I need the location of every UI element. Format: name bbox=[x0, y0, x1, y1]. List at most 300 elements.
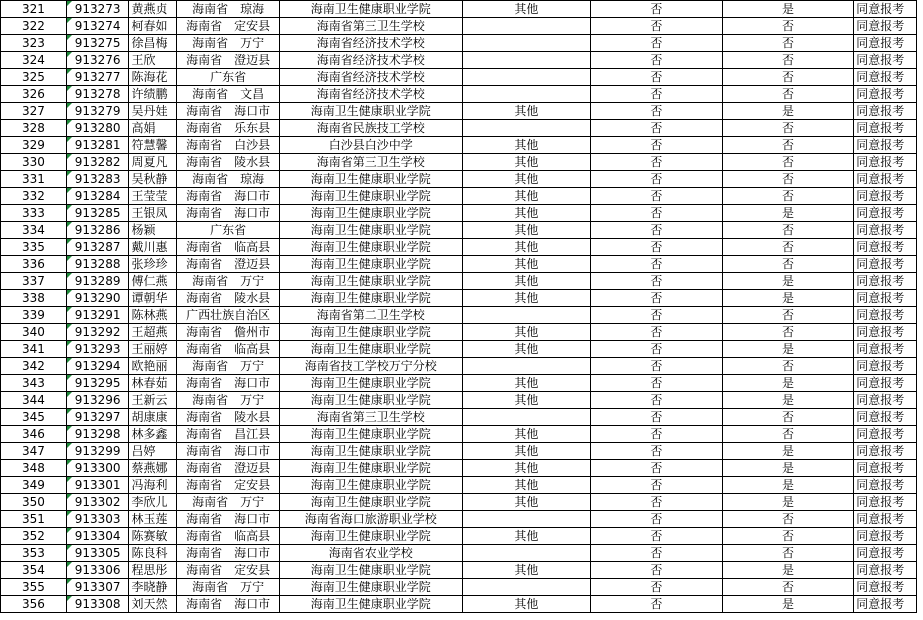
flag-b-cell[interactable]: 否 bbox=[722, 137, 854, 154]
exam-id-cell[interactable]: 913303 bbox=[66, 511, 129, 528]
school-cell[interactable]: 海南卫生健康职业学院 bbox=[279, 1, 462, 18]
row-number-cell[interactable]: 338 bbox=[1, 290, 67, 307]
exam-id-cell[interactable]: 913304 bbox=[66, 528, 129, 545]
region-cell[interactable]: 海南省 澄迈县 bbox=[177, 52, 279, 69]
flag-b-cell[interactable]: 否 bbox=[722, 358, 854, 375]
name-cell[interactable]: 傅仁燕 bbox=[129, 273, 177, 290]
name-cell[interactable]: 张珍珍 bbox=[129, 256, 177, 273]
category-cell[interactable] bbox=[462, 307, 590, 324]
name-cell[interactable]: 陈良科 bbox=[129, 545, 177, 562]
exam-id-cell[interactable]: 913281 bbox=[66, 137, 129, 154]
school-cell[interactable]: 海南卫生健康职业学院 bbox=[279, 494, 462, 511]
region-cell[interactable]: 海南省 万宁 bbox=[177, 35, 279, 52]
row-number-cell[interactable]: 343 bbox=[1, 375, 67, 392]
status-cell[interactable]: 同意报考 bbox=[854, 171, 917, 188]
school-cell[interactable]: 海南省第二卫生学校 bbox=[279, 307, 462, 324]
region-cell[interactable]: 海南省 琼海 bbox=[177, 171, 279, 188]
school-cell[interactable]: 海南卫生健康职业学院 bbox=[279, 290, 462, 307]
status-cell[interactable]: 同意报考 bbox=[854, 103, 917, 120]
name-cell[interactable]: 吕婷 bbox=[129, 443, 177, 460]
flag-a-cell[interactable]: 否 bbox=[591, 35, 723, 52]
flag-a-cell[interactable]: 否 bbox=[591, 477, 723, 494]
name-cell[interactable]: 黄燕贞 bbox=[129, 1, 177, 18]
exam-id-cell[interactable]: 913284 bbox=[66, 188, 129, 205]
name-cell[interactable]: 王欣 bbox=[129, 52, 177, 69]
name-cell[interactable]: 蔡燕娜 bbox=[129, 460, 177, 477]
exam-id-cell[interactable]: 913291 bbox=[66, 307, 129, 324]
exam-id-cell[interactable]: 913299 bbox=[66, 443, 129, 460]
region-cell[interactable]: 海南省 临高县 bbox=[177, 528, 279, 545]
region-cell[interactable]: 海南省 定安县 bbox=[177, 18, 279, 35]
flag-a-cell[interactable]: 否 bbox=[591, 494, 723, 511]
name-cell[interactable]: 王新云 bbox=[129, 392, 177, 409]
row-number-cell[interactable]: 346 bbox=[1, 426, 67, 443]
status-cell[interactable]: 同意报考 bbox=[854, 443, 917, 460]
flag-a-cell[interactable]: 否 bbox=[591, 154, 723, 171]
row-number-cell[interactable]: 335 bbox=[1, 239, 67, 256]
flag-a-cell[interactable]: 否 bbox=[591, 103, 723, 120]
name-cell[interactable]: 谭朝华 bbox=[129, 290, 177, 307]
row-number-cell[interactable]: 323 bbox=[1, 35, 67, 52]
exam-id-cell[interactable]: 913274 bbox=[66, 18, 129, 35]
exam-id-cell[interactable]: 913287 bbox=[66, 239, 129, 256]
flag-b-cell[interactable]: 否 bbox=[722, 409, 854, 426]
flag-b-cell[interactable]: 是 bbox=[722, 1, 854, 18]
flag-b-cell[interactable]: 是 bbox=[722, 341, 854, 358]
region-cell[interactable]: 海南省 陵水县 bbox=[177, 290, 279, 307]
status-cell[interactable]: 同意报考 bbox=[854, 460, 917, 477]
flag-b-cell[interactable]: 是 bbox=[722, 392, 854, 409]
flag-a-cell[interactable]: 否 bbox=[591, 596, 723, 613]
category-cell[interactable] bbox=[462, 120, 590, 137]
category-cell[interactable] bbox=[462, 18, 590, 35]
school-cell[interactable]: 海南卫生健康职业学院 bbox=[279, 205, 462, 222]
flag-a-cell[interactable]: 否 bbox=[591, 460, 723, 477]
region-cell[interactable]: 海南省 临高县 bbox=[177, 239, 279, 256]
school-cell[interactable]: 海南卫生健康职业学院 bbox=[279, 579, 462, 596]
name-cell[interactable]: 吴秋静 bbox=[129, 171, 177, 188]
name-cell[interactable]: 戴川惠 bbox=[129, 239, 177, 256]
row-number-cell[interactable]: 340 bbox=[1, 324, 67, 341]
flag-b-cell[interactable]: 是 bbox=[722, 494, 854, 511]
flag-a-cell[interactable]: 否 bbox=[591, 358, 723, 375]
school-cell[interactable]: 海南卫生健康职业学院 bbox=[279, 256, 462, 273]
flag-b-cell[interactable]: 否 bbox=[722, 256, 854, 273]
name-cell[interactable]: 徐昌梅 bbox=[129, 35, 177, 52]
row-number-cell[interactable]: 327 bbox=[1, 103, 67, 120]
category-cell[interactable]: 其他 bbox=[462, 460, 590, 477]
flag-a-cell[interactable]: 否 bbox=[591, 426, 723, 443]
exam-id-cell[interactable]: 913277 bbox=[66, 69, 129, 86]
row-number-cell[interactable]: 354 bbox=[1, 562, 67, 579]
status-cell[interactable]: 同意报考 bbox=[854, 69, 917, 86]
exam-id-cell[interactable]: 913300 bbox=[66, 460, 129, 477]
category-cell[interactable]: 其他 bbox=[462, 103, 590, 120]
status-cell[interactable]: 同意报考 bbox=[854, 52, 917, 69]
school-cell[interactable]: 海南卫生健康职业学院 bbox=[279, 239, 462, 256]
category-cell[interactable]: 其他 bbox=[462, 443, 590, 460]
category-cell[interactable]: 其他 bbox=[462, 171, 590, 188]
region-cell[interactable]: 海南省 定安县 bbox=[177, 477, 279, 494]
name-cell[interactable]: 王银凤 bbox=[129, 205, 177, 222]
status-cell[interactable]: 同意报考 bbox=[854, 205, 917, 222]
flag-b-cell[interactable]: 是 bbox=[722, 443, 854, 460]
flag-a-cell[interactable]: 否 bbox=[591, 256, 723, 273]
exam-id-cell[interactable]: 913302 bbox=[66, 494, 129, 511]
name-cell[interactable]: 王丽婷 bbox=[129, 341, 177, 358]
row-number-cell[interactable]: 353 bbox=[1, 545, 67, 562]
region-cell[interactable]: 海南省 万宁 bbox=[177, 579, 279, 596]
school-cell[interactable]: 海南省第三卫生学校 bbox=[279, 154, 462, 171]
school-cell[interactable]: 海南省技工学校万宁分校 bbox=[279, 358, 462, 375]
flag-b-cell[interactable]: 是 bbox=[722, 273, 854, 290]
row-number-cell[interactable]: 349 bbox=[1, 477, 67, 494]
category-cell[interactable] bbox=[462, 409, 590, 426]
name-cell[interactable]: 陈赛敏 bbox=[129, 528, 177, 545]
status-cell[interactable]: 同意报考 bbox=[854, 528, 917, 545]
status-cell[interactable]: 同意报考 bbox=[854, 188, 917, 205]
row-number-cell[interactable]: 326 bbox=[1, 86, 67, 103]
region-cell[interactable]: 海南省 陵水县 bbox=[177, 154, 279, 171]
status-cell[interactable]: 同意报考 bbox=[854, 511, 917, 528]
status-cell[interactable]: 同意报考 bbox=[854, 392, 917, 409]
category-cell[interactable]: 其他 bbox=[462, 494, 590, 511]
name-cell[interactable]: 欧艳丽 bbox=[129, 358, 177, 375]
status-cell[interactable]: 同意报考 bbox=[854, 409, 917, 426]
row-number-cell[interactable]: 325 bbox=[1, 69, 67, 86]
flag-b-cell[interactable]: 是 bbox=[722, 477, 854, 494]
region-cell[interactable]: 海南省 乐东县 bbox=[177, 120, 279, 137]
name-cell[interactable]: 周夏凡 bbox=[129, 154, 177, 171]
category-cell[interactable]: 其他 bbox=[462, 562, 590, 579]
status-cell[interactable]: 同意报考 bbox=[854, 324, 917, 341]
flag-b-cell[interactable]: 否 bbox=[722, 86, 854, 103]
region-cell[interactable]: 广东省 bbox=[177, 69, 279, 86]
region-cell[interactable]: 海南省 万宁 bbox=[177, 273, 279, 290]
school-cell[interactable]: 海南卫生健康职业学院 bbox=[279, 188, 462, 205]
flag-b-cell[interactable]: 否 bbox=[722, 18, 854, 35]
category-cell[interactable]: 其他 bbox=[462, 290, 590, 307]
category-cell[interactable]: 其他 bbox=[462, 154, 590, 171]
school-cell[interactable]: 海南卫生健康职业学院 bbox=[279, 528, 462, 545]
status-cell[interactable]: 同意报考 bbox=[854, 477, 917, 494]
flag-b-cell[interactable]: 否 bbox=[722, 120, 854, 137]
flag-b-cell[interactable]: 否 bbox=[722, 154, 854, 171]
flag-b-cell[interactable]: 否 bbox=[722, 579, 854, 596]
category-cell[interactable]: 其他 bbox=[462, 1, 590, 18]
row-number-cell[interactable]: 328 bbox=[1, 120, 67, 137]
school-cell[interactable]: 海南卫生健康职业学院 bbox=[279, 562, 462, 579]
flag-b-cell[interactable]: 是 bbox=[722, 460, 854, 477]
flag-a-cell[interactable]: 否 bbox=[591, 511, 723, 528]
school-cell[interactable]: 海南省第三卫生学校 bbox=[279, 18, 462, 35]
category-cell[interactable]: 其他 bbox=[462, 392, 590, 409]
flag-a-cell[interactable]: 否 bbox=[591, 137, 723, 154]
flag-a-cell[interactable]: 否 bbox=[591, 545, 723, 562]
school-cell[interactable]: 海南省经济技术学校 bbox=[279, 69, 462, 86]
name-cell[interactable]: 王莹莹 bbox=[129, 188, 177, 205]
category-cell[interactable] bbox=[462, 35, 590, 52]
exam-id-cell[interactable]: 913296 bbox=[66, 392, 129, 409]
row-number-cell[interactable]: 322 bbox=[1, 18, 67, 35]
flag-a-cell[interactable]: 否 bbox=[591, 528, 723, 545]
category-cell[interactable]: 其他 bbox=[462, 375, 590, 392]
region-cell[interactable]: 海南省 海口市 bbox=[177, 511, 279, 528]
region-cell[interactable]: 广西壮族自治区 bbox=[177, 307, 279, 324]
name-cell[interactable]: 王超燕 bbox=[129, 324, 177, 341]
region-cell[interactable]: 海南省 海口市 bbox=[177, 188, 279, 205]
name-cell[interactable]: 林多鑫 bbox=[129, 426, 177, 443]
exam-id-cell[interactable]: 913297 bbox=[66, 409, 129, 426]
name-cell[interactable]: 陈林燕 bbox=[129, 307, 177, 324]
category-cell[interactable]: 其他 bbox=[462, 426, 590, 443]
row-number-cell[interactable]: 347 bbox=[1, 443, 67, 460]
flag-b-cell[interactable]: 是 bbox=[722, 375, 854, 392]
flag-a-cell[interactable]: 否 bbox=[591, 290, 723, 307]
flag-a-cell[interactable]: 否 bbox=[591, 562, 723, 579]
exam-id-cell[interactable]: 913273 bbox=[66, 1, 129, 18]
flag-b-cell[interactable]: 否 bbox=[722, 307, 854, 324]
category-cell[interactable]: 其他 bbox=[462, 222, 590, 239]
row-number-cell[interactable]: 355 bbox=[1, 579, 67, 596]
flag-a-cell[interactable]: 否 bbox=[591, 409, 723, 426]
status-cell[interactable]: 同意报考 bbox=[854, 239, 917, 256]
flag-b-cell[interactable]: 否 bbox=[722, 35, 854, 52]
category-cell[interactable] bbox=[462, 545, 590, 562]
region-cell[interactable]: 海南省 陵水县 bbox=[177, 409, 279, 426]
school-cell[interactable]: 海南省经济技术学校 bbox=[279, 86, 462, 103]
status-cell[interactable]: 同意报考 bbox=[854, 545, 917, 562]
school-cell[interactable]: 海南省海口旅游职业学校 bbox=[279, 511, 462, 528]
category-cell[interactable] bbox=[462, 69, 590, 86]
flag-a-cell[interactable]: 否 bbox=[591, 392, 723, 409]
row-number-cell[interactable]: 352 bbox=[1, 528, 67, 545]
exam-id-cell[interactable]: 913292 bbox=[66, 324, 129, 341]
exam-id-cell[interactable]: 913282 bbox=[66, 154, 129, 171]
flag-a-cell[interactable]: 否 bbox=[591, 52, 723, 69]
region-cell[interactable]: 海南省 海口市 bbox=[177, 375, 279, 392]
school-cell[interactable]: 海南卫生健康职业学院 bbox=[279, 103, 462, 120]
region-cell[interactable]: 海南省 昌江县 bbox=[177, 426, 279, 443]
category-cell[interactable]: 其他 bbox=[462, 477, 590, 494]
name-cell[interactable]: 高娟 bbox=[129, 120, 177, 137]
school-cell[interactable]: 海南卫生健康职业学院 bbox=[279, 460, 462, 477]
status-cell[interactable]: 同意报考 bbox=[854, 341, 917, 358]
flag-a-cell[interactable]: 否 bbox=[591, 324, 723, 341]
school-cell[interactable]: 海南卫生健康职业学院 bbox=[279, 477, 462, 494]
status-cell[interactable]: 同意报考 bbox=[854, 375, 917, 392]
exam-id-cell[interactable]: 913306 bbox=[66, 562, 129, 579]
row-number-cell[interactable]: 329 bbox=[1, 137, 67, 154]
exam-id-cell[interactable]: 913288 bbox=[66, 256, 129, 273]
row-number-cell[interactable]: 333 bbox=[1, 205, 67, 222]
status-cell[interactable]: 同意报考 bbox=[854, 35, 917, 52]
region-cell[interactable]: 海南省 万宁 bbox=[177, 494, 279, 511]
region-cell[interactable]: 海南省 文昌 bbox=[177, 86, 279, 103]
row-number-cell[interactable]: 350 bbox=[1, 494, 67, 511]
status-cell[interactable]: 同意报考 bbox=[854, 154, 917, 171]
exam-id-cell[interactable]: 913286 bbox=[66, 222, 129, 239]
status-cell[interactable]: 同意报考 bbox=[854, 222, 917, 239]
flag-b-cell[interactable]: 是 bbox=[722, 562, 854, 579]
flag-b-cell[interactable]: 否 bbox=[722, 324, 854, 341]
category-cell[interactable]: 其他 bbox=[462, 205, 590, 222]
category-cell[interactable]: 其他 bbox=[462, 528, 590, 545]
flag-a-cell[interactable]: 否 bbox=[591, 375, 723, 392]
status-cell[interactable]: 同意报考 bbox=[854, 562, 917, 579]
exam-id-cell[interactable]: 913279 bbox=[66, 103, 129, 120]
exam-id-cell[interactable]: 913275 bbox=[66, 35, 129, 52]
status-cell[interactable]: 同意报考 bbox=[854, 358, 917, 375]
exam-id-cell[interactable]: 913305 bbox=[66, 545, 129, 562]
category-cell[interactable] bbox=[462, 358, 590, 375]
status-cell[interactable]: 同意报考 bbox=[854, 273, 917, 290]
status-cell[interactable]: 同意报考 bbox=[854, 596, 917, 613]
exam-id-cell[interactable]: 913289 bbox=[66, 273, 129, 290]
school-cell[interactable]: 海南卫生健康职业学院 bbox=[279, 426, 462, 443]
name-cell[interactable]: 冯海利 bbox=[129, 477, 177, 494]
category-cell[interactable]: 其他 bbox=[462, 239, 590, 256]
row-number-cell[interactable]: 324 bbox=[1, 52, 67, 69]
school-cell[interactable]: 海南卫生健康职业学院 bbox=[279, 273, 462, 290]
region-cell[interactable]: 海南省 澄迈县 bbox=[177, 460, 279, 477]
region-cell[interactable]: 海南省 白沙县 bbox=[177, 137, 279, 154]
flag-a-cell[interactable]: 否 bbox=[591, 273, 723, 290]
exam-id-cell[interactable]: 913301 bbox=[66, 477, 129, 494]
row-number-cell[interactable]: 356 bbox=[1, 596, 67, 613]
flag-b-cell[interactable]: 否 bbox=[722, 511, 854, 528]
row-number-cell[interactable]: 332 bbox=[1, 188, 67, 205]
name-cell[interactable]: 胡康康 bbox=[129, 409, 177, 426]
exam-id-cell[interactable]: 913294 bbox=[66, 358, 129, 375]
exam-id-cell[interactable]: 913280 bbox=[66, 120, 129, 137]
category-cell[interactable]: 其他 bbox=[462, 273, 590, 290]
status-cell[interactable]: 同意报考 bbox=[854, 426, 917, 443]
row-number-cell[interactable]: 341 bbox=[1, 341, 67, 358]
flag-a-cell[interactable]: 否 bbox=[591, 205, 723, 222]
name-cell[interactable]: 杨颖 bbox=[129, 222, 177, 239]
status-cell[interactable]: 同意报考 bbox=[854, 86, 917, 103]
category-cell[interactable]: 其他 bbox=[462, 341, 590, 358]
flag-b-cell[interactable]: 是 bbox=[722, 290, 854, 307]
status-cell[interactable]: 同意报考 bbox=[854, 18, 917, 35]
name-cell[interactable]: 柯春如 bbox=[129, 18, 177, 35]
flag-b-cell[interactable]: 是 bbox=[722, 103, 854, 120]
category-cell[interactable]: 其他 bbox=[462, 256, 590, 273]
exam-id-cell[interactable]: 913307 bbox=[66, 579, 129, 596]
flag-a-cell[interactable]: 否 bbox=[591, 341, 723, 358]
row-number-cell[interactable]: 321 bbox=[1, 1, 67, 18]
flag-b-cell[interactable]: 否 bbox=[722, 222, 854, 239]
name-cell[interactable]: 陈海花 bbox=[129, 69, 177, 86]
school-cell[interactable]: 海南省民族技工学校 bbox=[279, 120, 462, 137]
status-cell[interactable]: 同意报考 bbox=[854, 1, 917, 18]
row-number-cell[interactable]: 331 bbox=[1, 171, 67, 188]
name-cell[interactable]: 刘天然 bbox=[129, 596, 177, 613]
category-cell[interactable] bbox=[462, 579, 590, 596]
flag-b-cell[interactable]: 否 bbox=[722, 545, 854, 562]
status-cell[interactable]: 同意报考 bbox=[854, 307, 917, 324]
flag-b-cell[interactable]: 否 bbox=[722, 188, 854, 205]
category-cell[interactable] bbox=[462, 86, 590, 103]
row-number-cell[interactable]: 330 bbox=[1, 154, 67, 171]
name-cell[interactable]: 程思彤 bbox=[129, 562, 177, 579]
name-cell[interactable]: 吴丹娃 bbox=[129, 103, 177, 120]
row-number-cell[interactable]: 348 bbox=[1, 460, 67, 477]
region-cell[interactable]: 海南省 琼海 bbox=[177, 1, 279, 18]
region-cell[interactable]: 海南省 海口市 bbox=[177, 596, 279, 613]
flag-a-cell[interactable]: 否 bbox=[591, 579, 723, 596]
row-number-cell[interactable]: 345 bbox=[1, 409, 67, 426]
flag-a-cell[interactable]: 否 bbox=[591, 307, 723, 324]
school-cell[interactable]: 海南卫生健康职业学院 bbox=[279, 324, 462, 341]
exam-id-cell[interactable]: 913283 bbox=[66, 171, 129, 188]
school-cell[interactable]: 海南卫生健康职业学院 bbox=[279, 392, 462, 409]
flag-b-cell[interactable]: 否 bbox=[722, 69, 854, 86]
region-cell[interactable]: 海南省 海口市 bbox=[177, 103, 279, 120]
school-cell[interactable]: 海南省经济技术学校 bbox=[279, 35, 462, 52]
school-cell[interactable]: 海南卫生健康职业学院 bbox=[279, 341, 462, 358]
region-cell[interactable]: 海南省 儋州市 bbox=[177, 324, 279, 341]
flag-b-cell[interactable]: 否 bbox=[722, 426, 854, 443]
category-cell[interactable]: 其他 bbox=[462, 188, 590, 205]
category-cell[interactable] bbox=[462, 52, 590, 69]
school-cell[interactable]: 海南卫生健康职业学院 bbox=[279, 375, 462, 392]
region-cell[interactable]: 海南省 海口市 bbox=[177, 443, 279, 460]
flag-a-cell[interactable]: 否 bbox=[591, 18, 723, 35]
exam-id-cell[interactable]: 913295 bbox=[66, 375, 129, 392]
category-cell[interactable]: 其他 bbox=[462, 137, 590, 154]
exam-id-cell[interactable]: 913278 bbox=[66, 86, 129, 103]
region-cell[interactable]: 海南省 澄迈县 bbox=[177, 256, 279, 273]
name-cell[interactable]: 许绩鹏 bbox=[129, 86, 177, 103]
status-cell[interactable]: 同意报考 bbox=[854, 137, 917, 154]
school-cell[interactable]: 白沙县白沙中学 bbox=[279, 137, 462, 154]
exam-id-cell[interactable]: 913276 bbox=[66, 52, 129, 69]
school-cell[interactable]: 海南省第三卫生学校 bbox=[279, 409, 462, 426]
school-cell[interactable]: 海南卫生健康职业学院 bbox=[279, 171, 462, 188]
category-cell[interactable] bbox=[462, 511, 590, 528]
flag-a-cell[interactable]: 否 bbox=[591, 171, 723, 188]
flag-a-cell[interactable]: 否 bbox=[591, 188, 723, 205]
row-number-cell[interactable]: 336 bbox=[1, 256, 67, 273]
name-cell[interactable]: 符慧馨 bbox=[129, 137, 177, 154]
flag-b-cell[interactable]: 否 bbox=[722, 52, 854, 69]
exam-id-cell[interactable]: 913290 bbox=[66, 290, 129, 307]
category-cell[interactable]: 其他 bbox=[462, 596, 590, 613]
exam-id-cell[interactable]: 913285 bbox=[66, 205, 129, 222]
flag-b-cell[interactable]: 是 bbox=[722, 596, 854, 613]
flag-a-cell[interactable]: 否 bbox=[591, 86, 723, 103]
row-number-cell[interactable]: 337 bbox=[1, 273, 67, 290]
category-cell[interactable]: 其他 bbox=[462, 324, 590, 341]
row-number-cell[interactable]: 342 bbox=[1, 358, 67, 375]
flag-b-cell[interactable]: 否 bbox=[722, 239, 854, 256]
status-cell[interactable]: 同意报考 bbox=[854, 120, 917, 137]
status-cell[interactable]: 同意报考 bbox=[854, 494, 917, 511]
name-cell[interactable]: 李晓静 bbox=[129, 579, 177, 596]
status-cell[interactable]: 同意报考 bbox=[854, 290, 917, 307]
row-number-cell[interactable]: 351 bbox=[1, 511, 67, 528]
flag-a-cell[interactable]: 否 bbox=[591, 239, 723, 256]
region-cell[interactable]: 海南省 临高县 bbox=[177, 341, 279, 358]
name-cell[interactable]: 林玉莲 bbox=[129, 511, 177, 528]
flag-b-cell[interactable]: 否 bbox=[722, 171, 854, 188]
school-cell[interactable]: 海南省经济技术学校 bbox=[279, 52, 462, 69]
flag-b-cell[interactable]: 否 bbox=[722, 528, 854, 545]
name-cell[interactable]: 李欣儿 bbox=[129, 494, 177, 511]
flag-a-cell[interactable]: 否 bbox=[591, 120, 723, 137]
